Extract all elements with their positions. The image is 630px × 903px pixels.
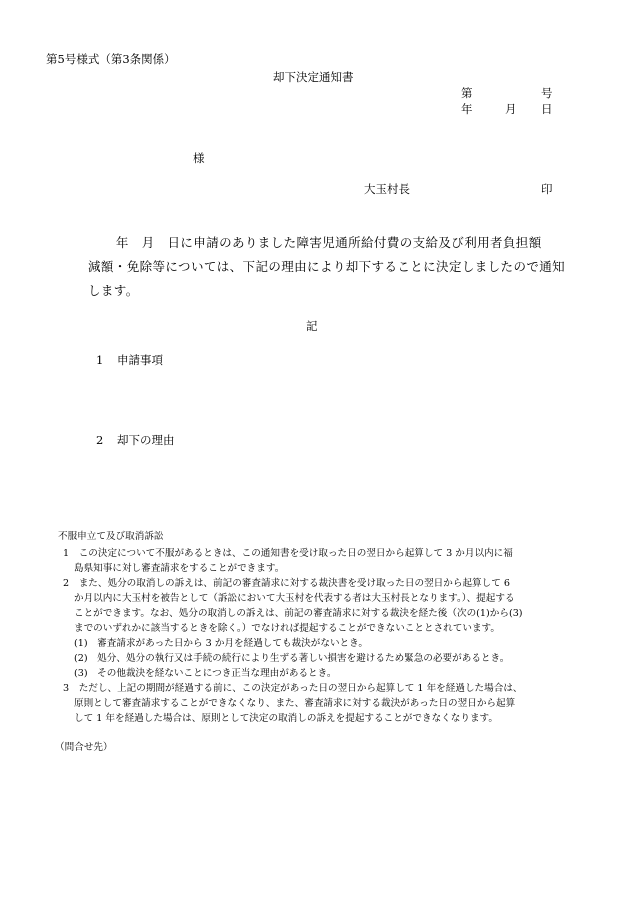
notice-line: 2 また、処分の取消しの訴えは、前記の審査請求に対する裁決書を受け取った日の翌日から起算して 6 [63, 578, 510, 589]
item-1-label: 申請事項 [117, 353, 163, 367]
body-line-3: します。 [88, 283, 139, 298]
notice-line: までのいずれかに該当するときを除く。）でなければ提起することができないこととされています。 [74, 623, 500, 634]
notice-line: か月以内に大玉村を被告として（訴訟において大玉村を代表する者は大玉村長となります。）、提起する [74, 593, 515, 604]
body-line-2: 減額・免除等については、下記の理由により却下することに決定しましたので通知 [88, 259, 566, 274]
ki-label: 記 [306, 319, 318, 333]
notice-heading: 不服申立て及び取消訴訟 [58, 531, 164, 542]
document-title: 却下決定通知書 [273, 70, 354, 84]
body-line-1: 年 月 日に申請のありました障害児通所給付費の支給及び利用者負担額 [103, 235, 542, 250]
item-2-number: 2 [96, 433, 104, 447]
notice-line: 島県知事に対し審査請求をすることができます。 [74, 563, 285, 574]
notice-line: 1 この決定について不服があるときは、この通知書を受け取った日の翌日から起算して 3 か月以内に福 [63, 548, 513, 559]
item-2-label: 却下の理由 [117, 433, 175, 447]
number-prefix: 第 [461, 86, 473, 100]
notice-line: (1) 審査請求があった日から 3 か月を経過しても裁決がないとき。 [74, 638, 368, 649]
contact-label: （問合せ先） [55, 742, 113, 753]
notice-line: 3 ただし、上記の期間が経過する前に、この決定があった日の翌日から起算して 1 年を経過した場合は、 [63, 683, 523, 694]
date-month: 月 [505, 102, 517, 116]
date-year: 年 [461, 102, 473, 116]
date-day: 日 [541, 102, 553, 116]
sender-name: 大玉村長 [364, 182, 410, 196]
notice-line: (2) 処分、処分の執行又は手続の続行により生ずる著しい損害を避けるため緊急の必要があるとき。 [74, 653, 510, 664]
notice-line: (3) その他裁決を経ないことにつき正当な理由があるとき。 [74, 668, 337, 679]
notice-line: して 1 年を経過した場合は、原則として決定の取消しの訴えを提起することができなくなります。 [74, 713, 498, 724]
notice-line: ことができます。なお、処分の取消しの訴えは、前記の審査請求に対する裁決を経た後（次の(1)から(3) [74, 608, 523, 619]
seal-mark: 印 [541, 182, 553, 196]
addressee-suffix: 様 [193, 151, 205, 165]
item-1-number: 1 [96, 353, 104, 367]
number-suffix: 号 [541, 86, 553, 100]
notice-line: 原則として審査請求することができなくなり、また、審査請求に対する裁決があった日の翌日から起算 [74, 698, 516, 709]
form-number-label: 第5号様式（第3条関係） [46, 52, 176, 66]
